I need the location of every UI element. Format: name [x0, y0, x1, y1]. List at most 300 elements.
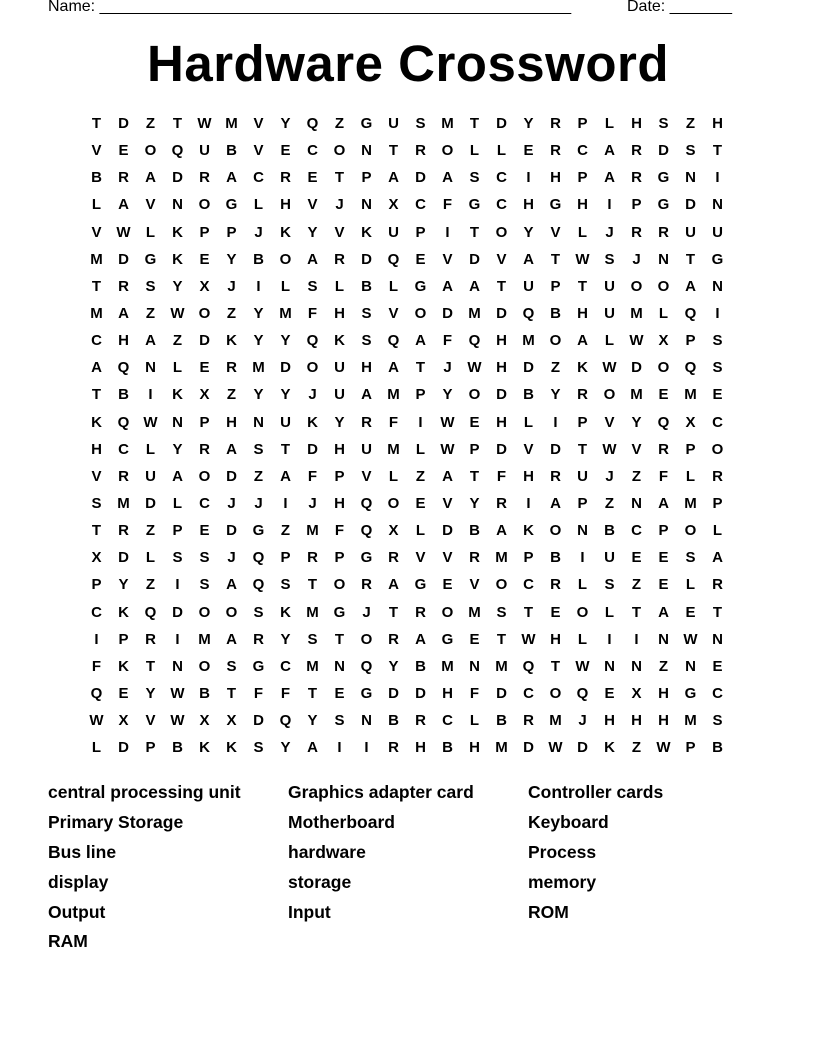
grid-letter: G [711, 250, 724, 268]
grid-letter: H [91, 440, 102, 458]
grid-letter: M [306, 522, 319, 540]
grid-letter: R [550, 467, 561, 485]
grid-letter: C [496, 169, 507, 187]
grid-letter: N [361, 196, 372, 214]
grid-letter: M [630, 386, 643, 404]
grid-letter: D [253, 712, 264, 730]
grid-letter: M [495, 739, 508, 757]
grid-letter: N [253, 413, 264, 431]
grid-letter: Z [226, 305, 237, 323]
grid-letter: V [604, 413, 615, 431]
grid-letter: M [468, 305, 481, 323]
grid-letter: H [226, 413, 237, 431]
grid-letter: Z [415, 467, 426, 485]
grid-letter: L [577, 223, 588, 241]
grid-letter: Z [172, 332, 183, 350]
grid-letter: O [711, 440, 724, 458]
grid-letter: H [334, 495, 345, 513]
grid-letter: A [91, 359, 102, 377]
grid-letter: R [388, 549, 399, 567]
grid-letter: D [280, 359, 291, 377]
grid-letter: R [334, 250, 345, 268]
grid-letter: H [550, 169, 561, 187]
grid-letter: P [685, 739, 696, 757]
grid-letter: W [602, 359, 617, 377]
grid-letter: H [442, 685, 453, 703]
grid-letter: T [631, 603, 642, 621]
grid-letter: M [441, 115, 454, 133]
grid-letter: Z [145, 576, 156, 594]
grid-letter: V [145, 196, 156, 214]
grid-letter: C [118, 440, 129, 458]
grid-letter: N [712, 196, 723, 214]
grid-letter: F [91, 657, 102, 675]
grid-letter: D [496, 440, 507, 458]
grid-letter: X [658, 332, 669, 350]
grid-letter: U [577, 467, 588, 485]
word-bank-row [48, 927, 768, 957]
grid-letter: Z [604, 495, 615, 513]
word-bank-item: Bus line [48, 841, 117, 862]
grid-letter: P [685, 332, 696, 350]
grid-letter: B [199, 685, 210, 703]
grid-letter: X [118, 712, 129, 730]
grid-letter: Q [279, 712, 292, 730]
grid-letter: E [469, 413, 480, 431]
grid-letter: R [550, 576, 561, 594]
grid-letter: V [91, 142, 102, 160]
grid-letter: P [280, 549, 291, 567]
grid-letter: A [469, 277, 480, 295]
grid-letter: R [712, 467, 723, 485]
grid-letter: J [632, 250, 641, 268]
grid-letter: T [307, 685, 318, 703]
grid-letter: Q [360, 522, 373, 540]
grid-letter: J [308, 495, 317, 513]
grid-letter: R [226, 359, 237, 377]
grid-letter: A [712, 549, 723, 567]
grid-letter: R [631, 223, 642, 241]
grid-letter: X [388, 196, 399, 214]
grid-letter: N [145, 359, 156, 377]
grid-letter: A [550, 495, 561, 513]
grid-letter: Q [468, 332, 481, 350]
grid-letter: S [712, 359, 723, 377]
grid-letter: B [550, 305, 561, 323]
grid-letter: S [172, 549, 183, 567]
grid-letter: E [199, 359, 210, 377]
grid-letter: B [523, 386, 534, 404]
grid-letter: T [91, 115, 102, 133]
grid-letter: S [307, 277, 318, 295]
grid-letter: L [685, 467, 696, 485]
grid-letter: E [415, 495, 426, 513]
grid-letter: N [577, 522, 588, 540]
grid-letter: M [684, 495, 697, 513]
grid-letter: W [170, 712, 185, 730]
grid-letter: I [364, 739, 369, 757]
grid-letter: M [225, 115, 238, 133]
grid-letter: K [226, 332, 237, 350]
grid-letter: E [550, 603, 561, 621]
grid-letter: H [496, 413, 507, 431]
grid-letter: D [307, 440, 318, 458]
grid-letter: O [441, 603, 454, 621]
grid-letter: S [469, 169, 480, 187]
grid-letter: S [415, 115, 426, 133]
grid-letter: P [91, 576, 102, 594]
grid-letter: P [577, 169, 588, 187]
grid-letter: R [199, 440, 210, 458]
grid-letter: D [469, 250, 480, 268]
grid-letter: V [442, 495, 453, 513]
word-search-grid [83, 110, 731, 761]
grid-letter: R [361, 576, 372, 594]
grid-letter: S [604, 576, 615, 594]
grid-letter: Q [117, 413, 130, 431]
grid-letter: M [468, 603, 481, 621]
grid-letter: Q [360, 495, 373, 513]
grid-letter: S [604, 250, 615, 268]
word-bank-item: ROM [528, 901, 569, 922]
grid-letter: Y [388, 657, 399, 675]
grid-letter: A [415, 630, 426, 648]
grid-letter: U [145, 467, 156, 485]
grid-letter: P [226, 223, 237, 241]
grid-letter: T [145, 657, 156, 675]
grid-letter: R [199, 169, 210, 187]
grid-letter: H [280, 196, 291, 214]
grid-letter: W [548, 739, 563, 757]
grid-letter: D [523, 739, 534, 757]
grid-letter: W [683, 630, 698, 648]
grid-letter: Z [685, 115, 696, 133]
grid-letter: G [549, 196, 562, 214]
grid-letter: W [170, 305, 185, 323]
grid-letter: G [414, 277, 427, 295]
word-bank-row [48, 808, 768, 838]
grid-letter: N [712, 630, 723, 648]
grid-letter: T [91, 386, 102, 404]
grid-letter: O [198, 603, 211, 621]
grid-letter: P [334, 467, 345, 485]
grid-letter: B [361, 277, 372, 295]
grid-letter: I [175, 630, 180, 648]
grid-letter: V [442, 549, 453, 567]
grid-letter: D [550, 440, 561, 458]
grid-letter: R [118, 277, 129, 295]
grid-letter: L [145, 223, 156, 241]
grid-letter: G [684, 685, 697, 703]
grid-letter: L [91, 196, 102, 214]
grid-letter: G [144, 250, 157, 268]
grid-letter: O [657, 359, 670, 377]
grid-letter: Q [117, 359, 130, 377]
grid-letter: T [172, 115, 183, 133]
grid-letter: Y [469, 495, 480, 513]
grid-letter: E [118, 142, 129, 160]
grid-letter: K [172, 386, 183, 404]
grid-letter: C [415, 196, 426, 214]
grid-letter: E [307, 169, 318, 187]
grid-letter: C [91, 332, 102, 350]
grid-letter: Z [226, 386, 237, 404]
grid-letter: D [496, 115, 507, 133]
grid-letter: A [658, 495, 669, 513]
grid-letter: T [307, 576, 318, 594]
grid-letter: T [550, 250, 561, 268]
grid-letter: H [118, 332, 129, 350]
grid-letter: D [577, 739, 588, 757]
grid-letter: P [415, 386, 426, 404]
grid-letter: S [145, 277, 156, 295]
grid-letter: C [712, 413, 723, 431]
grid-letter: H [631, 115, 642, 133]
grid-letter: R [307, 549, 318, 567]
grid-letter: N [172, 196, 183, 214]
grid-letter: G [252, 522, 265, 540]
grid-letter: R [469, 549, 480, 567]
grid-letter: R [550, 115, 561, 133]
grid-letter: N [361, 712, 372, 730]
grid-letter: E [199, 250, 210, 268]
grid-letter: R [550, 142, 561, 160]
word-bank-item: Process [528, 841, 597, 862]
grid-letter: I [580, 549, 585, 567]
grid-letter: P [361, 169, 372, 187]
grid-letter: G [657, 169, 670, 187]
grid-letter: L [172, 495, 183, 513]
grid-letter: Z [334, 115, 345, 133]
grid-letter: F [307, 467, 318, 485]
grid-letter: Q [684, 305, 697, 323]
grid-letter: H [496, 359, 507, 377]
grid-letter: A [496, 522, 507, 540]
grid-letter: F [469, 685, 480, 703]
grid-letter: H [523, 196, 534, 214]
grid-letter: D [685, 196, 696, 214]
grid-letter: C [577, 142, 588, 160]
grid-letter: P [577, 413, 588, 431]
grid-letter: H [469, 739, 480, 757]
grid-letter: E [118, 685, 129, 703]
word-bank-item: Keyboard [528, 812, 609, 833]
grid-letter: T [469, 223, 480, 241]
grid-letter: N [334, 657, 345, 675]
grid-letter: U [388, 115, 399, 133]
grid-letter: V [442, 250, 453, 268]
grid-letter: D [361, 250, 372, 268]
grid-letter: P [415, 223, 426, 241]
word-bank-item: Controller cards [528, 782, 664, 803]
grid-letter: B [172, 739, 183, 757]
grid-letter: P [685, 440, 696, 458]
grid-letter: W [575, 250, 590, 268]
grid-letter: C [307, 142, 318, 160]
grid-letter: A [388, 359, 399, 377]
grid-letter: Z [550, 359, 561, 377]
grid-letter: D [118, 250, 129, 268]
grid-letter: G [441, 630, 454, 648]
grid-letter: S [253, 603, 264, 621]
grid-letter: O [684, 522, 697, 540]
grid-letter: P [469, 440, 480, 458]
grid-letter: K [226, 739, 237, 757]
grid-letter: Q [90, 685, 103, 703]
grid-letter: H [496, 332, 507, 350]
grid-letter: N [469, 657, 480, 675]
grid-letter: I [634, 630, 639, 648]
grid-letter: J [308, 386, 317, 404]
grid-letter: V [469, 576, 480, 594]
grid-letter: N [712, 277, 723, 295]
grid-letter: P [334, 549, 345, 567]
grid-letter: Y [253, 332, 264, 350]
grid-letter: X [226, 712, 237, 730]
grid-letter: O [657, 277, 670, 295]
grid-letter: Y [442, 386, 453, 404]
grid-letter: A [307, 739, 318, 757]
grid-letter: Q [387, 250, 400, 268]
grid-letter: P [172, 522, 183, 540]
grid-letter: Q [576, 685, 589, 703]
grid-letter: L [145, 549, 156, 567]
grid-letter: K [118, 657, 129, 675]
grid-letter: V [91, 467, 102, 485]
grid-letter: H [361, 359, 372, 377]
grid-letter: W [629, 332, 644, 350]
grid-letter: S [91, 495, 102, 513]
grid-letter: S [199, 549, 210, 567]
grid-letter: G [657, 196, 670, 214]
grid-letter: M [90, 305, 103, 323]
grid-letter: N [685, 657, 696, 675]
grid-letter: D [658, 142, 669, 160]
grid-letter: H [550, 630, 561, 648]
grid-letter: H [577, 305, 588, 323]
grid-letter: A [118, 305, 129, 323]
grid-letter: U [388, 223, 399, 241]
grid-letter: R [415, 712, 426, 730]
grid-letter: Q [657, 413, 670, 431]
grid-letter: A [172, 467, 183, 485]
grid-letter: A [685, 277, 696, 295]
word-bank-item: storage [288, 871, 352, 892]
grid-letter: F [307, 305, 318, 323]
word-bank-row [48, 838, 768, 868]
grid-letter: C [280, 657, 291, 675]
grid-letter: A [226, 630, 237, 648]
grid-letter: O [198, 657, 211, 675]
grid-letter: J [605, 223, 614, 241]
grid-letter: M [630, 305, 643, 323]
grid-letter: W [656, 739, 671, 757]
grid-letter: X [199, 277, 210, 295]
grid-letter: N [172, 657, 183, 675]
grid-letter: Y [550, 386, 561, 404]
grid-letter: F [658, 467, 669, 485]
grid-letter: E [442, 576, 453, 594]
grid-letter: T [388, 603, 399, 621]
grid-letter: A [226, 440, 237, 458]
grid-letter: R [118, 467, 129, 485]
grid-letter: D [226, 522, 237, 540]
grid-letter: L [496, 142, 507, 160]
grid-letter: Z [280, 522, 291, 540]
word-bank-item: Primary Storage [48, 812, 184, 833]
grid-letter: O [603, 386, 616, 404]
grid-letter: T [685, 250, 696, 268]
grid-letter: F [388, 413, 399, 431]
grid-letter: Y [280, 332, 291, 350]
grid-letter: X [199, 712, 210, 730]
grid-letter: M [252, 359, 265, 377]
word-bank-item: Output [48, 901, 106, 922]
grid-letter: Z [253, 467, 264, 485]
grid-letter: R [388, 630, 399, 648]
grid-letter: L [712, 522, 723, 540]
grid-letter: F [496, 467, 507, 485]
word-bank-item: memory [528, 871, 597, 892]
grid-letter: B [550, 549, 561, 567]
grid-letter: D [415, 169, 426, 187]
grid-letter: L [604, 332, 615, 350]
grid-letter: O [279, 250, 292, 268]
grid-letter: D [442, 305, 453, 323]
grid-letter: Y [280, 115, 291, 133]
word-bank-item: display [48, 871, 109, 892]
grid-letter: D [118, 739, 129, 757]
grid-letter: K [307, 413, 318, 431]
grid-letter: Y [523, 115, 534, 133]
grid-letter: A [388, 576, 399, 594]
grid-letter: Y [280, 739, 291, 757]
grid-letter: G [360, 549, 373, 567]
grid-letter: S [712, 712, 723, 730]
grid-letter: C [199, 495, 210, 513]
grid-letter: S [658, 115, 669, 133]
grid-letter: K [199, 739, 210, 757]
grid-letter: B [415, 657, 426, 675]
grid-letter: L [145, 440, 156, 458]
grid-letter: U [712, 223, 723, 241]
grid-letter: D [172, 603, 183, 621]
grid-letter: O [441, 142, 454, 160]
grid-letter: D [496, 305, 507, 323]
grid-letter: W [116, 223, 131, 241]
grid-letter: C [523, 685, 534, 703]
grid-letter: R [145, 630, 156, 648]
grid-letter: P [523, 549, 534, 567]
grid-letter: O [333, 142, 346, 160]
grid-letter: Z [145, 305, 156, 323]
grid-letter: T [496, 630, 507, 648]
grid-letter: L [280, 277, 291, 295]
grid-letter: O [360, 630, 373, 648]
grid-letter: R [118, 169, 129, 187]
grid-letter: S [199, 576, 210, 594]
grid-letter: O [576, 603, 589, 621]
word-bank-row [48, 867, 768, 897]
grid-letter: U [604, 277, 615, 295]
grid-letter: I [256, 277, 261, 295]
grid-letter: Z [145, 115, 156, 133]
grid-letter: R [280, 169, 291, 187]
grid-letter: G [360, 685, 373, 703]
grid-letter: A [280, 467, 291, 485]
grid-letter: O [495, 576, 508, 594]
grid-letter: X [685, 413, 696, 431]
